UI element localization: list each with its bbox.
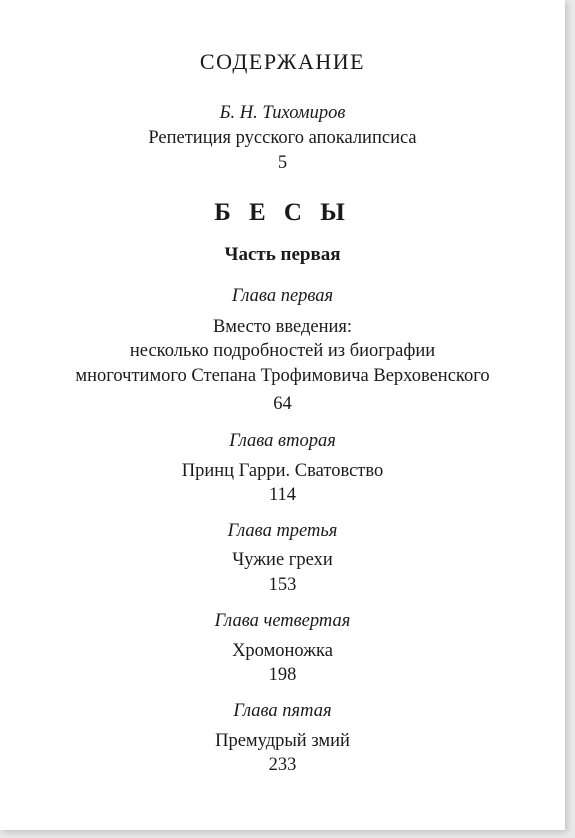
chapter-1-title-line-3: многочтимого Степана Трофимовича Верховенского (75, 366, 490, 386)
chapter-1-title-line-1: Вместо введения: (212, 317, 353, 337)
chapter-3-page-number: 153 (268, 575, 297, 595)
chapter-2-label: Глава вторая (229, 431, 336, 451)
contents-heading: СОДЕРЖАНИЕ (199, 49, 366, 74)
intro-title: Репетиция русского апокалипсиса (148, 128, 417, 148)
chapter-4-label: Глава четвертая (214, 611, 351, 631)
chapter-5-page-number: 233 (268, 755, 297, 775)
chapter-4-title-line-1: Хромоножка (232, 641, 333, 661)
chapter-5-label: Глава пятая (233, 701, 332, 721)
chapter-2-page-number: 114 (268, 485, 297, 505)
book-title: Б Е С Ы (214, 199, 351, 226)
chapter-3-label: Глава третья (227, 521, 338, 541)
intro-page-number: 5 (277, 153, 288, 173)
intro-author: Б. Н. Тихомиров (219, 103, 346, 123)
chapter-4-page-number: 198 (268, 665, 297, 685)
chapter-3-title-line-1: Чужие грехи (232, 550, 333, 570)
chapter-1-label: Глава первая (231, 286, 334, 306)
chapter-2-title-line-1: Принц Гарри. Сватовство (181, 461, 384, 481)
chapter-1-page-number: 64 (273, 394, 292, 414)
chapter-5-title-line-1: Премудрый змий (215, 731, 350, 751)
part-title: Часть первая (224, 244, 341, 265)
chapter-1-title-line-2: несколько подробностей из биографии (129, 341, 436, 361)
